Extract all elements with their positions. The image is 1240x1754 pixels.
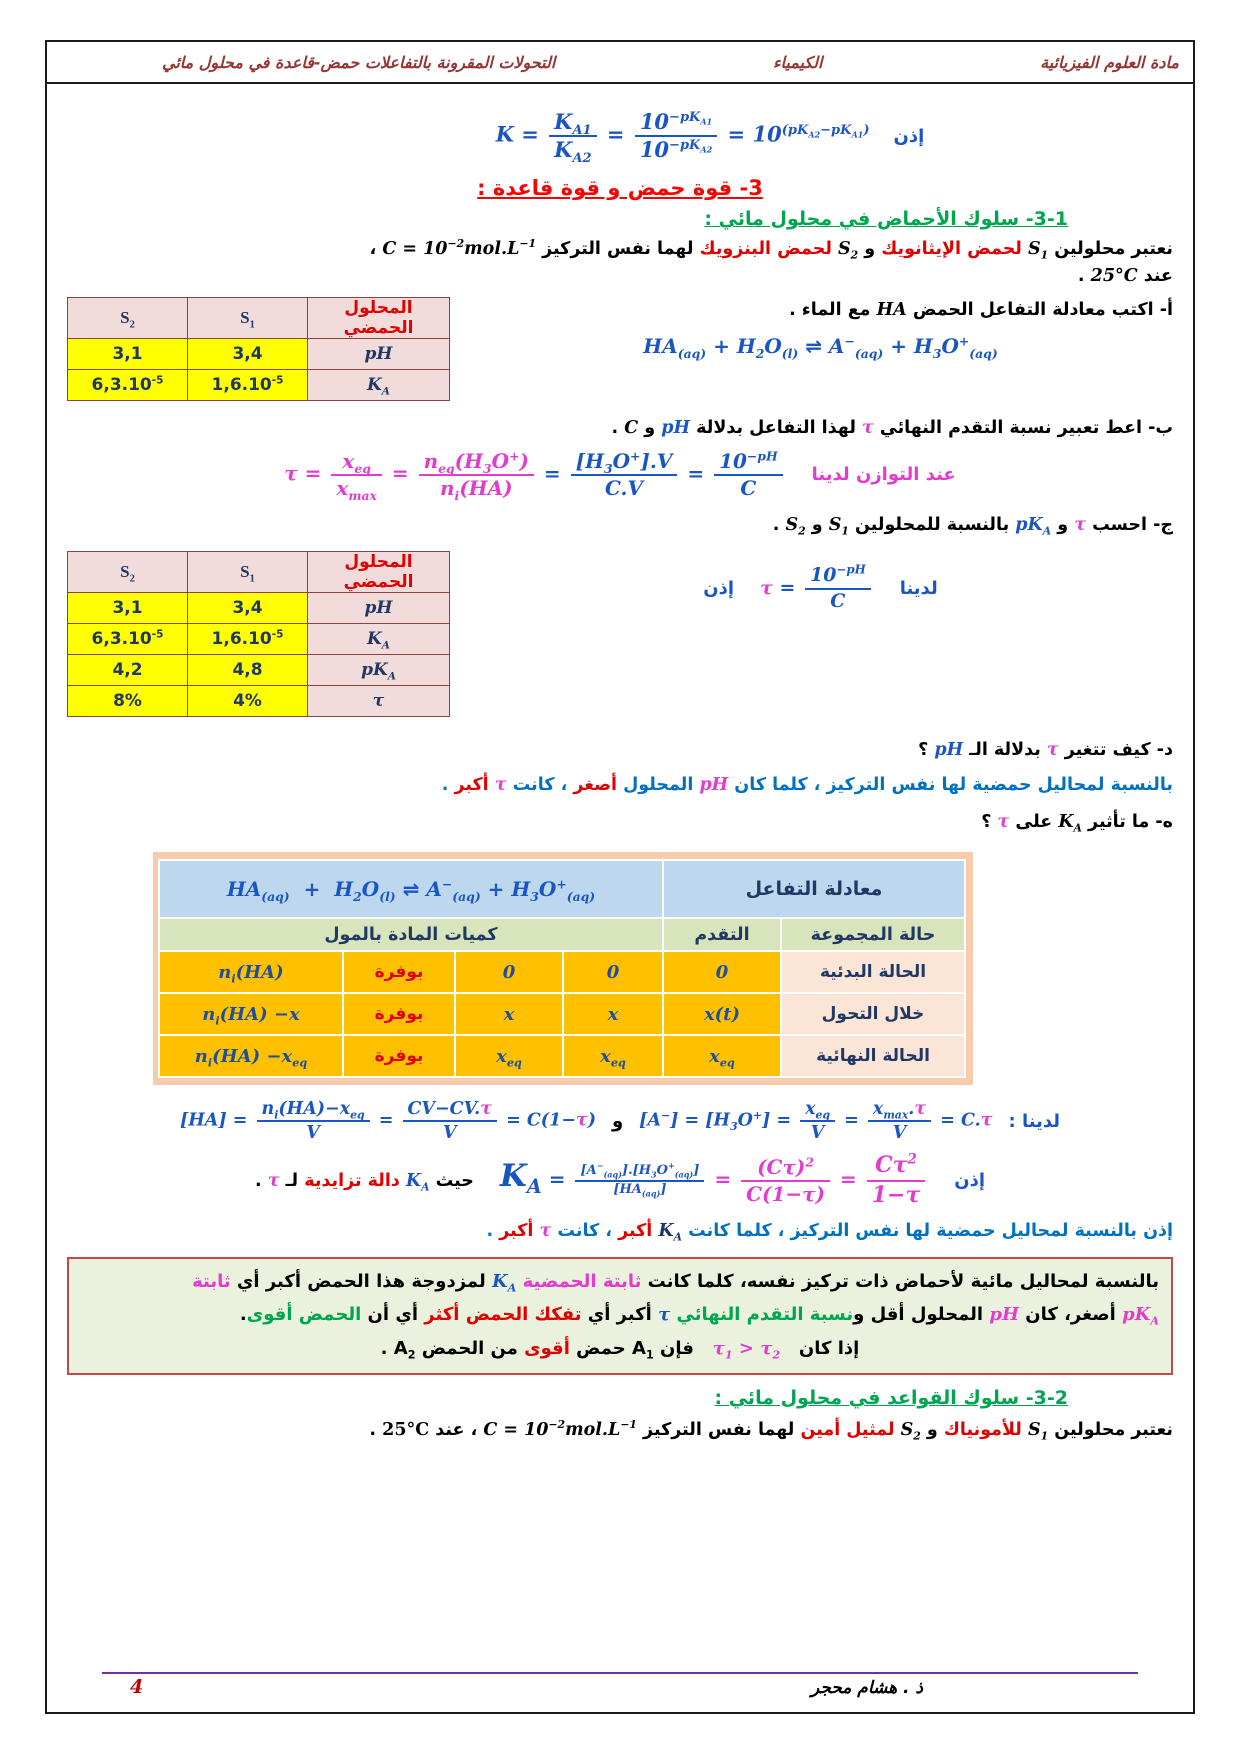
final-a: $x_{eq}$: [455, 1035, 563, 1077]
equilibrium-label: عند التوازن لدينا: [811, 464, 956, 486]
document-footer: [102, 1672, 1138, 1704]
final-state-label: الحالة النهائية: [781, 1035, 965, 1077]
table1-row-ka: [68, 369, 450, 400]
table2-ph-label: pH: [308, 592, 450, 623]
subsection-heading-acids: 3-1- سلوك الأحماض في محلول مائي :: [704, 208, 1068, 231]
section-heading-acid-base-strength: 3- قوة حمض و قوة قاعدة :: [477, 176, 763, 201]
question-a: أ- اكتب معادلة التفاعل الحمض HA مع الماء .: [789, 299, 1173, 320]
final-h2o: بوفرة: [343, 1035, 455, 1077]
table1-col-header-s1: $S_1$: [188, 297, 308, 338]
k-equation: K = $\frac{K_{A1}}{K_{A2}}$ = $\frac{10^{-pK_{A1}}}{10^{-pK_{A2}}}$ = $10^{(pK_{A2}-pK_{A1})}$: [495, 109, 870, 167]
question-c: ج- احسب τ و $pK_A$ بالنسبة للمحلولين $S_1$ و $S_2$ .: [772, 514, 1173, 538]
table1-ph-s2-value: 3,1: [68, 338, 188, 369]
table2-ph-s2-value: 3,1: [68, 592, 188, 623]
table2-col-header-solution: المحلول الحمضي: [308, 551, 450, 592]
page-frame: [45, 40, 1195, 1714]
table2-header-row: [68, 551, 450, 592]
bases-intro-paragraph: نعتبر محلولين $S_1$ للأمونياك و $S_2$ لمثيل أمين لهما نفس التركيز $C = 10^{-2}mol.L^{-1}$ ، عند 25°C .: [369, 1418, 1173, 1443]
initial-a: 0: [455, 951, 563, 993]
reaction-equation-label-cell: معادلة التفاعل: [663, 860, 965, 918]
during-state-row: [159, 993, 965, 1035]
tau-equation: τ = $\frac{x_{eq}}{x_{max}}$ = $\frac{n_{eq}(H_3O^+)}{n_i(HA)}$ = $\frac{[H_3O^+].V}{C.V}$ = $\frac{10^{-pH}}{C}$: [284, 450, 785, 500]
header-subject: مادة العلوم الفيزيائية: [1040, 52, 1179, 72]
acids-intro-paragraph: نعتبر محلولين $S_1$ لحمض الإيثانويك و $S_2$ لحمض البنزويك لهما نفس التركيز $C = 10^{-2}mol.L^{-1}$ ، عند 25°C .: [369, 237, 1173, 287]
during-a: x: [455, 993, 563, 1035]
table2-pka-label: $pK_A$: [308, 654, 450, 685]
question-d: د- كيف تتغير τ بدلالة الـ pH ؟: [918, 739, 1173, 760]
final-ha: $n_i(HA) -x_{eq}$: [159, 1035, 343, 1077]
table2-ka-s1-value: $1,6.10^{-5}$: [188, 623, 308, 654]
summary-line-3: إذا كان $\tau_1 > \tau_2$ فإن $A_1$ حمض أقوى من الحمض $A_2$ .: [380, 1337, 860, 1362]
table2-row-tau: [68, 685, 450, 716]
table2-pka-s1-value: 4,8: [188, 654, 308, 685]
amounts-column-header: كميات المادة بالمول: [159, 918, 663, 951]
table2-pka-s2-value: 4,2: [68, 654, 188, 685]
teacher-name: ذ . هشام محجر: [810, 1678, 923, 1698]
summary-line-2: $pK_A$ أصغر، كان pH المحلول أقل ونسبة التقدم النهائي τ أكبر أي تفكك الحمض أكثر أي أن الحمض أقوى.: [239, 1304, 1159, 1329]
initial-h3o: 0: [563, 951, 663, 993]
subsection-heading-bases: 3-2- سلوك القواعد في محلول مائي :: [714, 1387, 1068, 1410]
final-progress: $x_{eq}$: [663, 1035, 781, 1077]
final-state-row: [159, 1035, 965, 1077]
initial-h2o: بوفرة: [343, 951, 455, 993]
initial-progress: 0: [663, 951, 781, 993]
ka-increasing-note: حيث $K_A$ دالة تزايدية لـ τ .: [254, 1170, 474, 1194]
during-state-label: خلال التحول: [781, 993, 965, 1035]
during-h2o: بوفرة: [343, 993, 455, 1035]
table2-row-ph: [68, 592, 450, 623]
final-h3o: $x_{eq}$: [563, 1035, 663, 1077]
table1-row-ph: [68, 338, 450, 369]
concentration-equations-row: [67, 1099, 1173, 1143]
ha-water-reaction-equation: $HA_{(aq)} + H_2O_{(l)}$ ⇌ $A^-_{(aq)} + H_3O^+_{(aq)}$: [643, 333, 998, 361]
ka-equation: $K_A$ = $\frac{[A^-_{(aq)}].[H_3O^+_{(aq)}]}{[HA_{(aq)}]}$ = $\frac{(C\tau)^2}{C(1-\tau)}$ = $\frac{C\tau^2}{1-\tau}$: [500, 1153, 928, 1208]
page-number: 4: [130, 1676, 144, 1698]
table1-ph-s1-value: 3,4: [188, 338, 308, 369]
question-e: ه- ما تأثير $K_A$ على τ ؟: [981, 812, 1173, 835]
table1-col-header-solution: المحلول الحمضي: [308, 297, 450, 338]
reaction-equation-cell: [159, 860, 663, 918]
question-a-and-table1-row: [67, 297, 1173, 401]
table2-ka-s2-value: $6,3.10^{-5}$: [68, 623, 188, 654]
idhan-label-2: إذن: [703, 578, 735, 600]
idhan-label: إذن: [893, 125, 925, 147]
ladayna-colon-label: لدينا :: [1008, 1110, 1061, 1132]
table2-ph-s1-value: 3,4: [188, 592, 308, 623]
table1-col-header-s2: $S_2$: [68, 297, 188, 338]
reaction-table-frame: [153, 852, 973, 1085]
answer-d: بالنسبة لمحاليل حمضية لها نفس التركيز ، كلما كان pH المحلول أصغر ، كانت τ أكبر .: [441, 774, 1173, 795]
during-ha: $n_i(HA) -x$: [159, 993, 343, 1035]
ka-equation-row: [67, 1153, 1173, 1208]
table2-col-header-s2: $S_2$: [68, 551, 188, 592]
acid-solutions-table-1: [67, 297, 450, 401]
table2-row-pka: [68, 654, 450, 685]
question-b: ب- اعط تعبير نسبة التقدم النهائي τ لهذا التفاعل بدلالة pH و C .: [611, 417, 1173, 438]
table2-row-ka: [68, 623, 450, 654]
tau2-equation-block: [468, 551, 1173, 613]
table1-header-row: [68, 297, 450, 338]
k-equation-row: [67, 109, 1173, 167]
table2-tau-label: τ: [308, 685, 450, 716]
initial-state-label: الحالة البدئية: [781, 951, 965, 993]
table1-ka-s1-value: $1,6.10^{-5}$: [188, 369, 308, 400]
table2-tau-s2-value: 8%: [68, 685, 188, 716]
reaction-progress-table: [158, 859, 966, 1078]
and-label: و: [611, 1110, 624, 1132]
question-a-block: [468, 297, 1173, 361]
tau-equation-row: [67, 448, 1173, 503]
initial-ha: $n_i(HA)$: [159, 951, 343, 993]
conclusion-line: إذن بالنسبة لمحاليل حمضية لها نفس التركيز ، كلما كانت $K_A$ أكبر ، كانت τ أكبر .: [486, 1221, 1173, 1244]
table1-ka-label: $K_A$: [308, 369, 450, 400]
tau2-equation: τ = $\frac{10^{-pH}}{C}$: [760, 565, 874, 613]
summary-line-1: بالنسبة لمحاليل مائية لأحماض ذات تركيز نفسه، كلما كانت ثابتة الحمضية $K_A$ لمزدوجة هذا الحمض أكبر أي ثابتة: [192, 1271, 1159, 1295]
page-content: [47, 84, 1193, 1672]
idhan-label-3: إذن: [954, 1170, 986, 1192]
during-progress: x(t): [663, 993, 781, 1035]
ha-concentration-equation: [HA] = $\frac{n_i(HA)-x_{eq}}{V}$ = $\frac{CV-CV.\tau}{V}$ = C(1−τ): [179, 1099, 596, 1144]
ladayna-label: لدينا: [899, 578, 938, 600]
progress-column-header: التقدم: [663, 918, 781, 951]
table1-ka-s2-value: $6,3.10^{-5}$: [68, 369, 188, 400]
header-course: الكيمياء: [772, 52, 823, 72]
header-lesson-title: التحولات المقرونة بالتفاعلات حمض-قاعدة في محلول مائي: [162, 52, 556, 72]
table2-col-header-s1: $S_1$: [188, 551, 308, 592]
state-column-header: حالة المجموعة: [781, 918, 965, 951]
reaction-equation: $HA_{(aq)} + H_2O_{(l)}$ ⇌ $A^-_{(aq)} + H_3O^+_{(aq)}$: [226, 876, 596, 905]
summary-box: [67, 1257, 1173, 1375]
initial-state-row: [159, 951, 965, 993]
table2-tau-s1-value: 4%: [188, 685, 308, 716]
acid-solutions-table-2: [67, 551, 450, 717]
tau2-and-table2-row: [67, 551, 1173, 717]
table1-ph-label: pH: [308, 338, 450, 369]
document-header: [47, 42, 1193, 84]
a-concentration-equation: $[A^-] = [H_3O^+]$ = $\frac{x_{eq}}{V}$ = $\frac{x_{max}.\tau}{V}$ = C.τ: [639, 1099, 993, 1144]
table-subheader-row: [159, 918, 965, 951]
table2-ka-label: $K_A$: [308, 623, 450, 654]
reaction-equation-row: [159, 860, 965, 918]
during-h3o: x: [563, 993, 663, 1035]
